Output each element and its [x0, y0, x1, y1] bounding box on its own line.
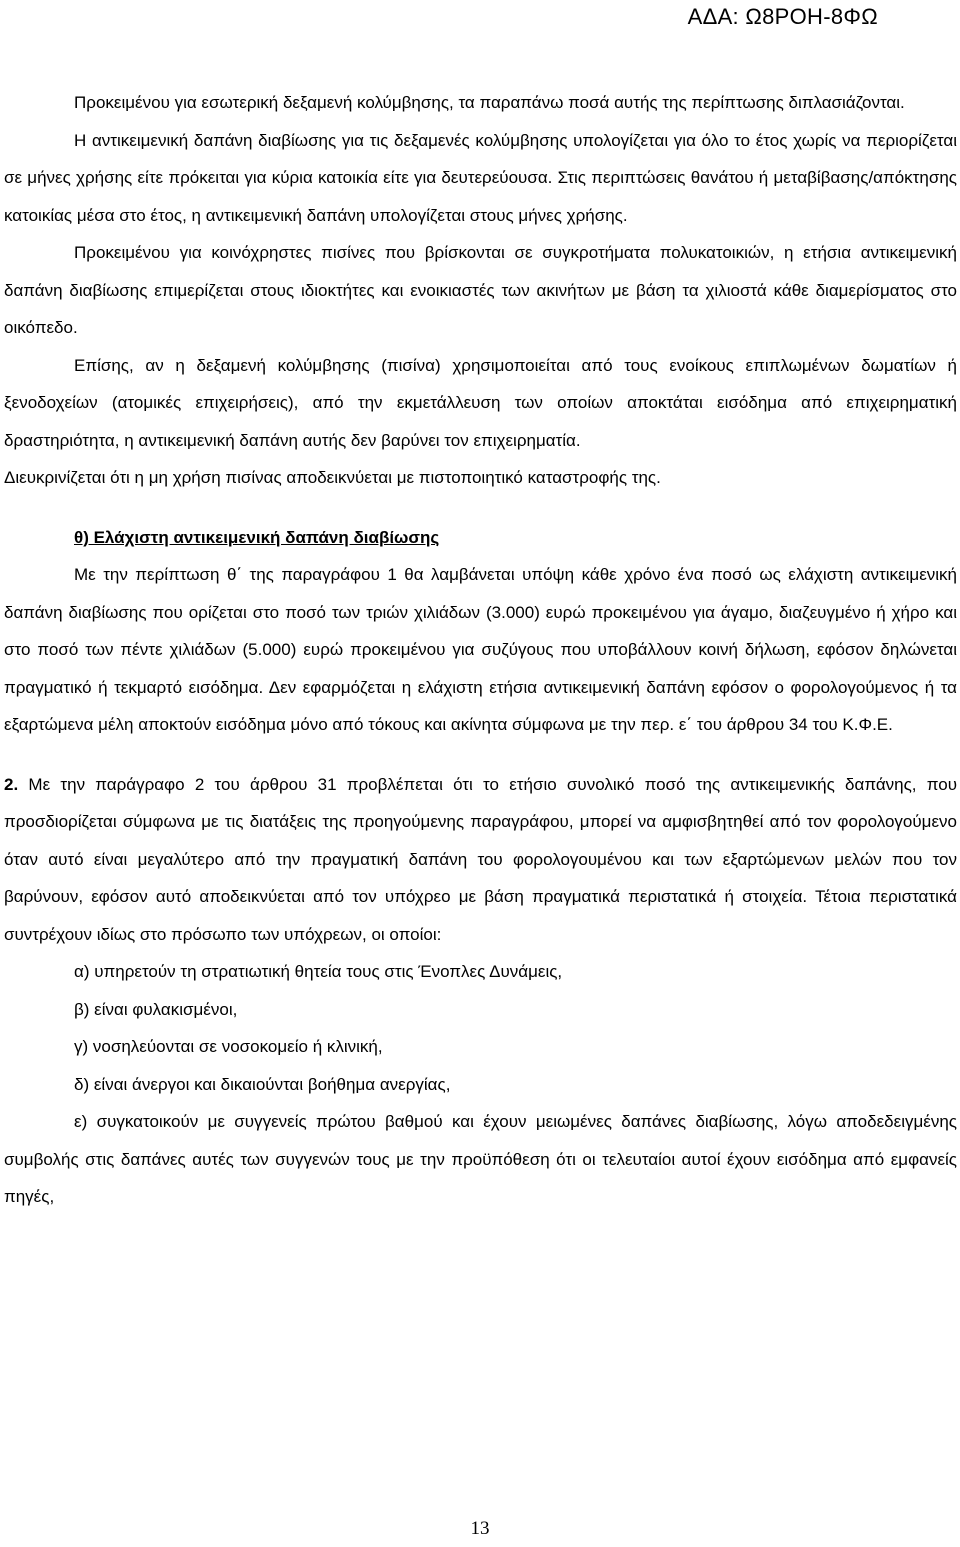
section-2-text: Με την παράγραφο 2 του άρθρου 31 προβλέπεται ότι το ετήσιο συνολικό ποσό της αντικειμενικής δαπάνης, που προσδιορίζεται σύμφωνα με τις διατάξεις της προηγούμενης παραγράφου, μπορεί να αμφισβητηθεί από τον φορολογούμενο όταν αυτό είναι μεγαλύτερο από την πραγματική δαπάνη του φορολογουμένου και των εξαρτώμενων μελών που τον βαρύνουν, εφόσον αυτό αποδεικνύεται από τον υπόχρεο με βάση πραγματικά περιστατικά ή στοιχεία. Τέτοια περιστατικά συντρέχουν ιδίως στο πρόσωπο των υπόχρεων, οι οποίοι: — [4, 774, 957, 944]
paragraph-pool-annual-cost: Η αντικειμενική δαπάνη διαβίωσης για τις δεξαμενές κολύμβησης υπολογίζεται για όλο το έτος χωρίς να περιορίζεται σε μήνες χρήσης είτε πρόκειται για κύρια κατοικία είτε για δευτερεύουσα. Στις περιπτώσεις θανάτου ή μεταβίβασης/απόκτησης κατοικίας μέσα στο έτος, η αντικειμενική δαπάνη υπολογίζεται στους μήνες χρήσης. — [4, 130, 957, 225]
section-theta-heading: θ) Ελάχιστη αντικειμενική δαπάνη διαβίωσης — [74, 527, 440, 547]
list-item-epsilon: ε) συγκατοικούν με συγγενείς πρώτου βαθμού και έχουν μειωμένες δαπάνες διαβίωσης, λόγω αποδεδειγμένης συμβολής στις δαπάνες αυτές των συγγενών τους με την προϋπόθεση ότι οι τελευταίοι αυτοί έχουν εισόδημα από εμφανείς πηγές, — [4, 1112, 957, 1206]
paragraph-indoor-pool: Προκειμένου για εσωτερική δεξαμενή κολύμβησης, τα παραπάνω ποσά αυτής της περίπτωσης διπλασιάζονται. — [74, 93, 905, 112]
paragraph-shared-pools: Προκειμένου για κοινόχρηστες πισίνες που βρίσκονται σε συγκροτήματα πολυκατοικιών, η ετήσια αντικειμενική δαπάνη διαβίωσης επιμερίζεται στους ιδιοκτήτες και ενοικιαστές των ακινήτων με βάση τα χιλιοστά κάθε διαμερίσματος στο οικόπεδο. — [4, 243, 957, 337]
list-item-beta: β) είναι φυλακισμένοι, — [74, 999, 238, 1019]
paragraph-pool-non-use: Διευκρινίζεται ότι η μη χρήση πισίνας αποδεικνύεται με πιστοποιητικό καταστροφής της. — [4, 468, 661, 487]
spacer — [4, 744, 957, 766]
list-item-gamma: γ) νοσηλεύονται σε νοσοκομείο ή κλινική, — [74, 1037, 383, 1056]
section-theta-body: Με την περίπτωση θ΄ της παραγράφου 1 θα λαμβάνεται υπόψη κάθε χρόνο ένα ποσό ως ελάχιστη αντικειμενική δαπάνη διαβίωσης που ορίζεται στο ποσό των τριών χιλιάδων (3.000) ευρώ προκειμένου για άγαμο, διαζευγμένο ή χήρο και στο ποσό των πέντε χιλιάδων (5.000) ευρώ προκειμένου για συζύγους που υποβάλλουν κοινή δήλωση, εφόσον δηλώνεται πραγματικό ή τεκμαρτό εισόδημα. Δεν εφαρμόζεται η ελάχιστη ετήσια αντικειμενική δαπάνη εφόσον ο φορολογούμενος ή τα εξαρτώμενα μέλη αποκτούν εισόδημα μόνο από τόκους και ακίνητα σύμφωνα με την περ. ε΄ του άρθρου 34 του Κ.Φ.Ε. — [4, 565, 957, 734]
list-item-delta: δ) είναι άνεργοι και δικαιούνται βοήθημα ανεργίας, — [74, 1074, 451, 1094]
paragraph-business-pools: Επίσης, αν η δεξαμενή κολύμβησης (πισίνα) χρησιμοποιείται από τους ενοίκους επιπλωμένων δωματίων ή ξενοδοχείων (ατομικές επιχειρήσεις), από την εκμετάλλευση των οποίων αποκτάται εισόδημα από επιχειρηματική δραστηριότητα, η αντικειμενική δαπάνη αυτής δεν βαρύνει τον επιχειρηματία. — [4, 355, 957, 450]
section-2-number: 2. — [4, 774, 19, 794]
page-number: 13 — [470, 1518, 490, 1539]
list-item-alpha: α) υπηρετούν τη στρατιωτική θητεία τους στις Ένοπλες Δυνάμεις, — [74, 962, 563, 981]
ada-code: ΑΔΑ: Ω8ΡΟΗ-8ΦΩ — [687, 4, 878, 29]
section-2-body — [4, 766, 957, 954]
spacer — [4, 497, 957, 519]
document-body — [4, 84, 957, 1216]
